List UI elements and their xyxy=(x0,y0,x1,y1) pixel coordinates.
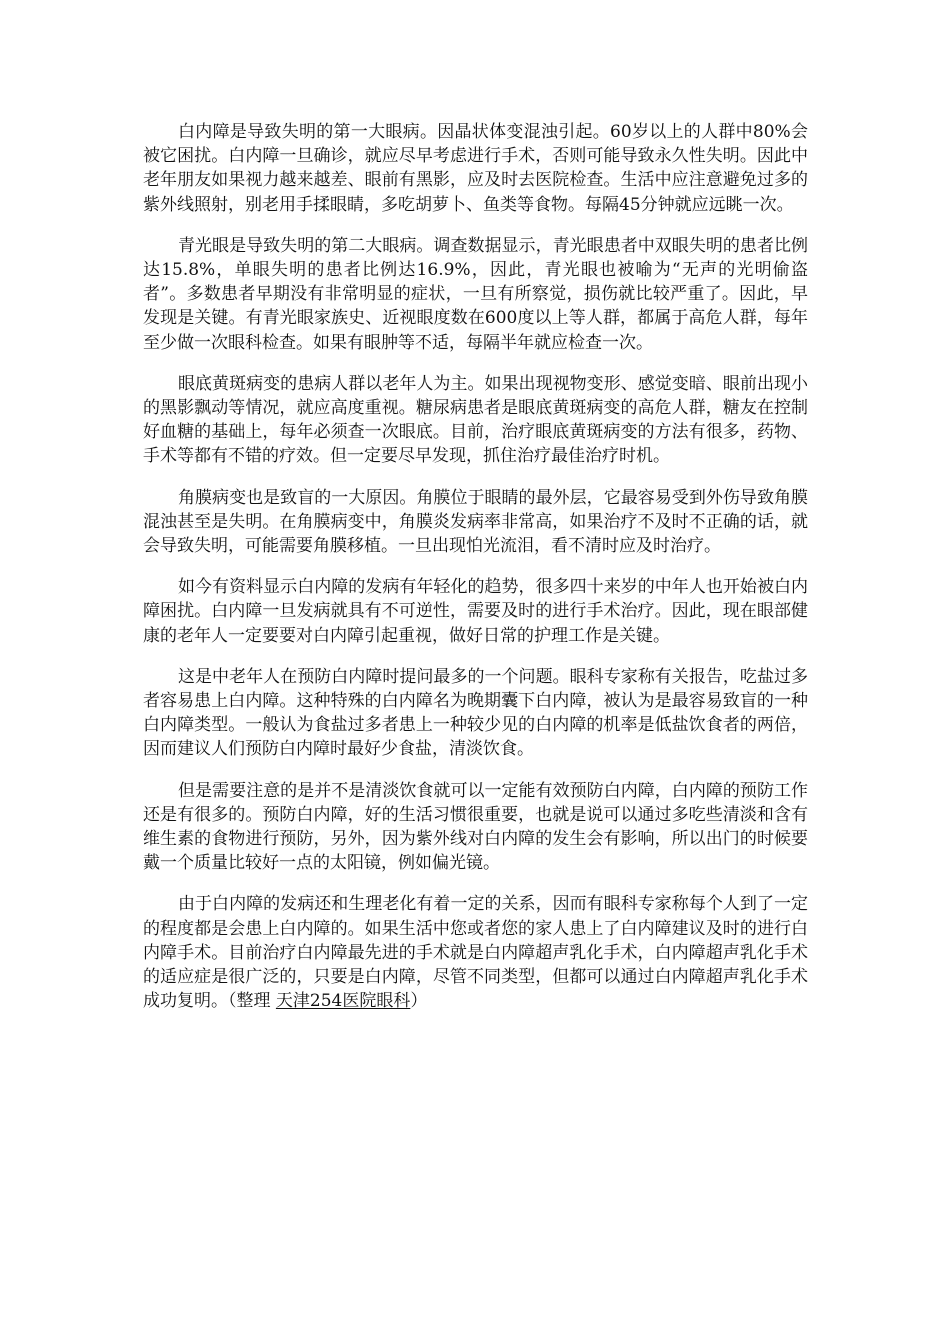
credit-suffix: ） xyxy=(410,991,428,1012)
paragraph-salt: 这是中老年人在预防白内障时提问最多的一个问题。眼科专家称有关报告，吃盐过多者容易患上白内障。这种特殊的白内障名为晚期囊下白内障，被认为是最容易致盲的一种白内障类型。一般认为食盐过多者患上一种较少见的白内障的机率是低盐饮食者的两倍，因而建议人们预防白内障时最好少食盐，清淡饮食。 xyxy=(143,666,808,760)
hospital-link[interactable]: 天津254医院眼科 xyxy=(275,991,411,1012)
article-body xyxy=(143,120,808,1031)
paragraph-glaucoma: 青光眼是导致失明的第二大眼病。调查数据显示，青光眼患者中双眼失明的患者比例达15.8%，单眼失明的患者比例达16.9%，因此，青光眼也被喻为“无声的光明偷盗者”。多数患者早期没有非常明显的症状，一旦有所察觉，损伤就比较严重了。因此，早发现是关键。有青光眼家族史、近视眼度数在600度以上等人群，都属于高危人群，每年至少做一次眼科检查。如果有眼肿等不适，每隔半年就应检查一次。 xyxy=(143,235,808,353)
paragraph-surgery xyxy=(143,892,808,1013)
paragraph-prevention: 但是需要注意的是并不是清淡饮食就可以一定能有效预防白内障，白内障的预防工作还是有很多的。预防白内障，好的生活习惯很重要，也就是说可以通过多吃些清淡和含有维生素的食物进行预防，另外，因为紫外线对白内障的发生会有影响，所以出门的时候要戴一个质量比较好一点的太阳镜，例如偏光镜。 xyxy=(143,780,808,874)
paragraph-cornea: 角膜病变也是致盲的一大原因。角膜位于眼睛的最外层，它最容易受到外伤导致角膜混浊甚至是失明。在角膜病变中，角膜炎发病率非常高，如果治疗不及时不正确的话，就会导致失明，可能需要角膜移植。一旦出现怕光流泪，看不清时应及时治疗。 xyxy=(143,487,808,557)
paragraph-cataract: 白内障是导致失明的第一大眼病。因晶状体变混浊引起。60岁以上的人群中80%会被它困扰。白内障一旦确诊，就应尽早考虑进行手术，否则可能导致永久性失明。因此中老年朋友如果视力越来越差、眼前有黑影，应及时去医院检查。生活中应注意避免过多的紫外线照射，别老用手揉眼睛，多吃胡萝卜、鱼类等食物。每隔45分钟就应远眺一次。 xyxy=(143,122,808,215)
paragraph-surgery-text: 由于白内障的发病还和生理老化有着一定的关系，因而有眼科专家称每个人到了一定的程度都是会患上白内障的。如果生活中您或者您的家人患上了白内障建议及时的进行白内障手术。目前治疗白内障最先进的手术就是白内障超声乳化手术，白内障超声乳化手术的适应症是很广泛的，只要是白内障，尽管不同类型，但都可以通过白内障超声乳化手术成功复明。 xyxy=(143,894,808,1012)
paragraph-macular: 眼底黄斑病变的患病人群以老年人为主。如果出现视物变形、感觉变暗、眼前出现小的黑影飘动等情况，就应高度重视。糖尿病患者是眼底黄斑病变的高危人群，糖友在控制好血糖的基础上，每年必须查一次眼底。目前，治疗眼底黄斑病变的方法有很多，药物、手术等都有不错的疗效。但一定要尽早发现，抓住治疗最佳治疗时机。 xyxy=(143,373,808,467)
credit-prefix: （整理 xyxy=(228,991,276,1012)
paragraph-cataract-trend: 如今有资料显示白内障的发病有年轻化的趋势，很多四十来岁的中年人也开始被白内障困扰。白内障一旦发病就具有不可逆性，需要及时的进行手术治疗。因此，现在眼部健康的老年人一定要要对白内障引起重视，做好日常的护理工作是关键。 xyxy=(143,577,808,646)
